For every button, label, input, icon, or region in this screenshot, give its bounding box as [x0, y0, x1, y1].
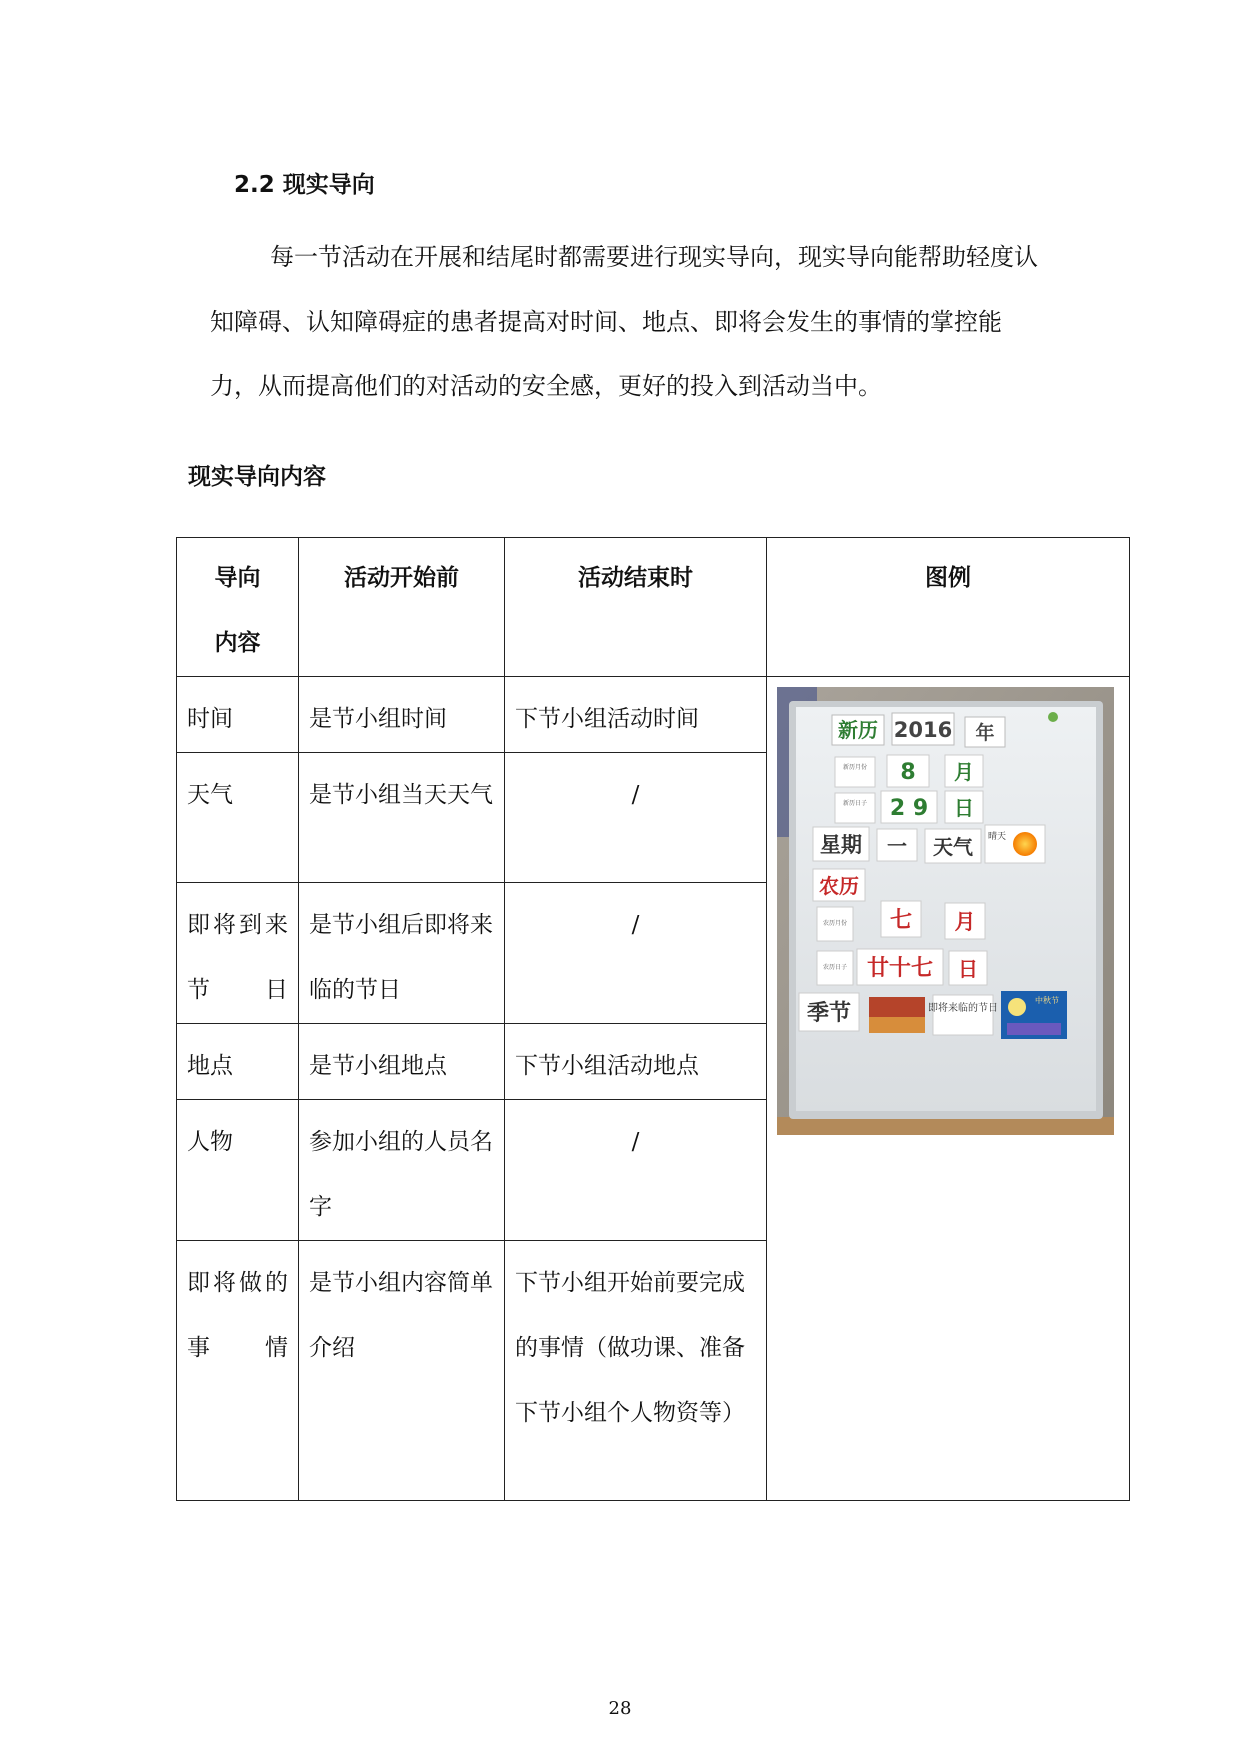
intro-paragraph-text: 每一节活动在开展和结尾时都需要进行现实导向，现实导向能帮助轻度认知障碍、认知障碍症的患者提高对时间、地点、即将会发生的事情的掌控能力，从而提高他们的对活动的安全感，更好的投入到活动当中。 — [210, 243, 1038, 400]
cell-item: 即将做的事情 — [177, 1241, 299, 1501]
header-cell: 活动结束时 — [505, 538, 767, 677]
cell-item: 人物 — [177, 1100, 299, 1241]
cell-after: / — [505, 1100, 767, 1241]
cell-after: 下节小组活动时间 — [505, 677, 767, 753]
board-text: 月 — [954, 760, 974, 784]
cell-after: 下节小组开始前要完成的事情（做功课、准备下节小组个人物资等） — [505, 1241, 767, 1501]
cell-before: 是节小组当天天气 — [299, 753, 505, 883]
board-text: 季节 — [806, 1001, 852, 1026]
board-text: 廿十七 — [866, 956, 934, 981]
board-text: 2016 — [893, 718, 953, 742]
section-title: 2.2 现实导向 — [234, 172, 375, 198]
board-text: 年 — [975, 722, 995, 744]
board-small-text: 农历日子 — [822, 964, 848, 971]
board-small-text: 中秋节 — [1035, 996, 1059, 1005]
card — [835, 793, 875, 823]
autumn-picture-detail — [869, 1017, 925, 1033]
table-row — [177, 677, 1130, 753]
board-text: 星期 — [820, 833, 862, 857]
board-text: 新历 — [838, 718, 878, 742]
sun-icon — [1013, 832, 1037, 856]
cell-item: 即将到来节日 — [177, 883, 299, 1024]
cell-before: 是节小组地点 — [299, 1024, 505, 1100]
board-small-text: 即将来临的节日 — [928, 1003, 998, 1014]
board-small-text: 新历月份 — [842, 764, 868, 771]
cell-before: 是节小组时间 — [299, 677, 505, 753]
board-small-text: 晴天 — [987, 832, 1007, 842]
card — [835, 757, 875, 787]
board-small-text: 农历月份 — [822, 920, 848, 927]
board-text: 天气 — [933, 835, 973, 859]
board-text: 月 — [954, 910, 976, 934]
cell-before: 是节小组内容简单介绍 — [299, 1241, 505, 1501]
wooden-ledge — [777, 1117, 1114, 1135]
cell-after: 下节小组活动地点 — [505, 1024, 767, 1100]
board-text: 日 — [954, 796, 974, 820]
mid-autumn-picture-detail — [1007, 1023, 1061, 1035]
reality-orientation-table — [176, 537, 1130, 1501]
table-subtitle: 现实导向内容 — [188, 464, 326, 490]
magnet-dot — [1048, 712, 1058, 722]
page-number: 28 — [608, 1698, 632, 1719]
cell-item: 时间 — [177, 677, 299, 753]
board-text: 日 — [958, 957, 978, 981]
cell-item: 地点 — [177, 1024, 299, 1100]
board-small-text: 新历日子 — [842, 800, 868, 807]
cell-after: / — [505, 883, 767, 1024]
board-text: 七 — [889, 908, 913, 933]
table-header-row — [177, 538, 1130, 677]
cell-item: 天气 — [177, 753, 299, 883]
board-text: 2 9 — [889, 796, 929, 821]
legend-image-cell — [767, 677, 1130, 1501]
header-cell: 图例 — [767, 538, 1130, 677]
card — [933, 995, 993, 1035]
cell-before: 是节小组后即将来临的节日 — [299, 883, 505, 1024]
board-text: 8 — [900, 760, 916, 785]
moon-icon — [1008, 998, 1026, 1016]
board-text: 一 — [887, 834, 907, 858]
header-cell: 导向内容 — [177, 538, 299, 677]
cell-before: 参加小组的人员名字 — [299, 1100, 505, 1241]
intro-paragraph — [210, 225, 1045, 419]
board-text: 农历 — [819, 874, 859, 898]
orientation-board-photo — [777, 687, 1114, 1135]
header-cell: 活动开始前 — [299, 538, 505, 677]
cell-after: / — [505, 753, 767, 883]
